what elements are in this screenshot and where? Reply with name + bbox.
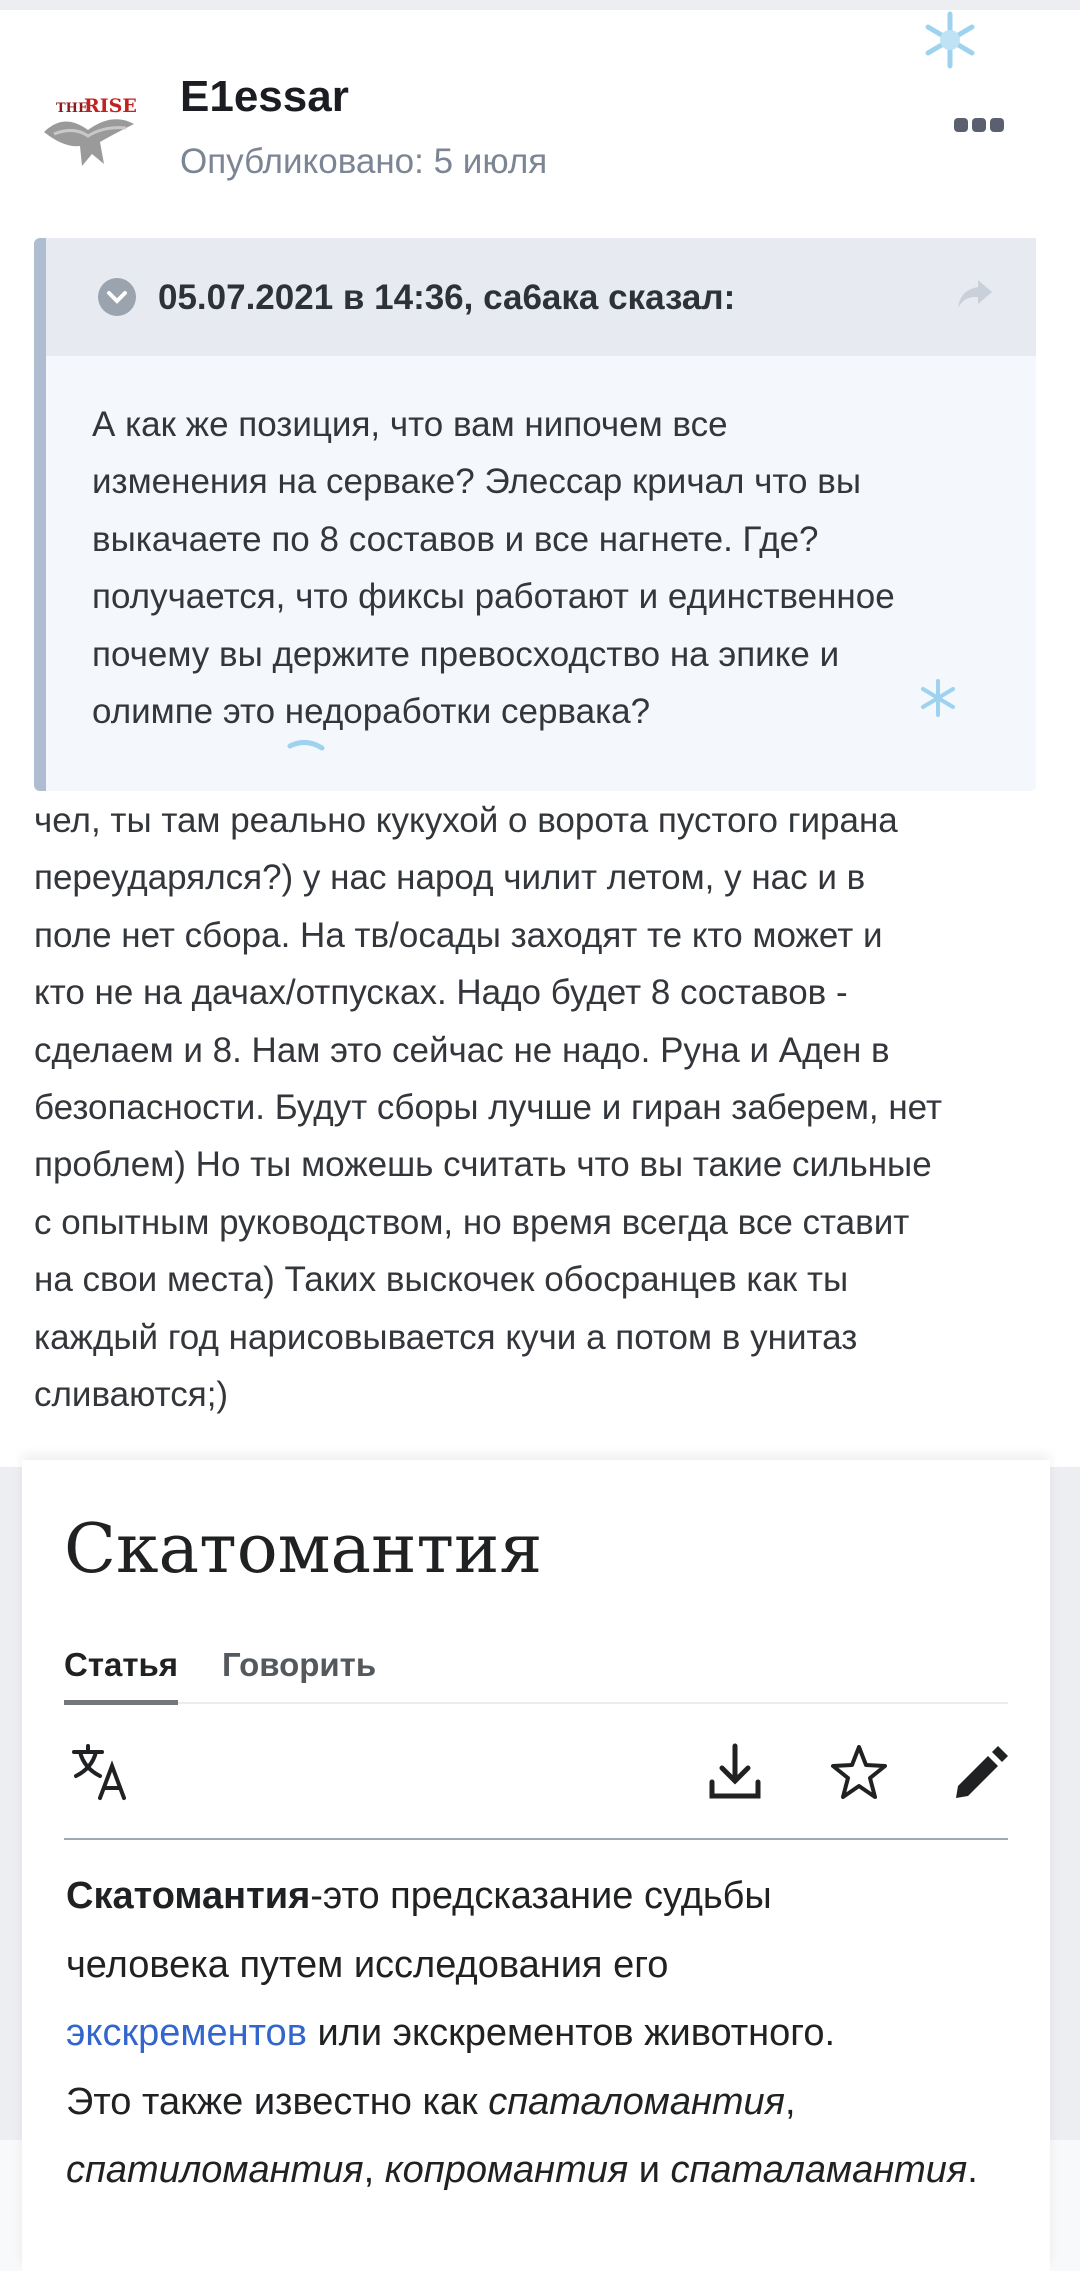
published-date: Опубликовано: 5 июля <box>180 142 548 181</box>
wiki-article-card <box>22 1460 1050 2271</box>
author-name[interactable]: E1essar <box>180 72 349 121</box>
download-icon[interactable] <box>704 1742 766 1802</box>
article-line <box>66 1862 1056 1931</box>
wiki-tabs <box>64 1646 1008 1704</box>
link-excrement[interactable]: экскрементов <box>66 2012 307 2055</box>
alt-term: спаталамантия <box>670 2149 968 2192</box>
quote-line: олимпе это недоработки сервака? <box>92 692 651 732</box>
text-span: или экскрементов животного. <box>306 2012 836 2055</box>
post-line: переударялся?) у нас народ чилит летом, у нас и в <box>34 858 866 898</box>
snowflake-icon <box>920 10 980 70</box>
quote-header <box>46 238 1036 356</box>
tab-talk[interactable]: Говорить <box>222 1646 377 1683</box>
star-icon[interactable] <box>828 1742 890 1802</box>
post-line: кто не на дачах/отпусках. Надо будет 8 составов - <box>34 973 848 1013</box>
text-span: , <box>363 2149 385 2192</box>
page-title: Скатомантия <box>64 1510 543 1589</box>
avatar[interactable] <box>34 72 142 180</box>
alt-term: копромантия <box>384 2149 629 2192</box>
post-line: сливаются;) <box>34 1375 229 1415</box>
translate-icon[interactable] <box>70 1742 132 1802</box>
chevron-down-icon[interactable] <box>98 278 136 316</box>
post-line: с опытным руководством, но время всегда все ставит <box>34 1202 910 1242</box>
post-line: безопасности. Будут сборы лучше и гиран заберем, нет <box>34 1088 943 1128</box>
alt-term: спатиломантия <box>66 2149 364 2192</box>
text-span: Это также известно как <box>66 2080 489 2123</box>
text-span: и <box>628 2149 671 2192</box>
quote-line: А как же позиция, что вам нипочем все <box>92 405 728 444</box>
post-text <box>34 792 1044 1423</box>
svg-text:RISE: RISE <box>84 95 137 117</box>
article-text <box>66 1862 1056 2205</box>
alt-term: спаталомантия <box>488 2080 785 2123</box>
article-line <box>66 2068 1056 2137</box>
quote-title[interactable]: 05.07.2021 в 14:36, са6ака сказал: <box>158 278 736 317</box>
text-span: -это предсказание судьбы <box>310 1875 772 1917</box>
article-line: человека путем исследования его <box>66 1943 669 1986</box>
quote-line: получается, что фиксы работают и единственное <box>92 577 895 617</box>
post-line: каждый год нарисовывается кучи а потом в унитаз <box>34 1317 858 1357</box>
article-line <box>66 2136 1056 2205</box>
post-line: поле нет сбора. На тв/осады заходят те кто может и <box>34 915 883 955</box>
quote-block <box>34 238 1036 791</box>
quote-line: изменения на серваке? Элессар кричал что вы <box>92 462 861 502</box>
text-span: , <box>784 2080 796 2123</box>
forum-post-card <box>0 10 1080 1467</box>
post-line: проблем) Но ты можешь считать что вы такие сильные <box>34 1145 932 1185</box>
post-line: чел, ты там реально кукухой о ворота пустого гирана <box>34 801 898 840</box>
more-dots-icon[interactable] <box>952 114 1006 136</box>
post-line: на свои места) Таких выскочек обосранцев как ты <box>34 1260 849 1300</box>
tab-article[interactable]: Статья <box>64 1646 178 1705</box>
pencil-icon[interactable] <box>950 1742 1012 1802</box>
quote-text <box>92 396 1012 740</box>
term: Скатомантия <box>66 1875 311 1917</box>
wiki-toolbar <box>64 1704 1008 1840</box>
article-line <box>66 1999 1056 2068</box>
snowflake-icon <box>286 736 326 758</box>
post-line: сделаем и 8. Нам это сейчас не надо. Руна и Аден в <box>34 1030 890 1070</box>
text-span: . <box>967 2149 978 2192</box>
avatar-eagle-icon <box>34 72 142 180</box>
quote-line: выкачаете по 8 составов и все нагнете. Где? <box>92 519 819 559</box>
snowflake-icon <box>918 678 958 718</box>
share-icon[interactable] <box>954 276 996 312</box>
svg-text:THE: THE <box>56 101 88 116</box>
quote-line: почему вы держите превосходство на эпике и <box>92 634 840 674</box>
